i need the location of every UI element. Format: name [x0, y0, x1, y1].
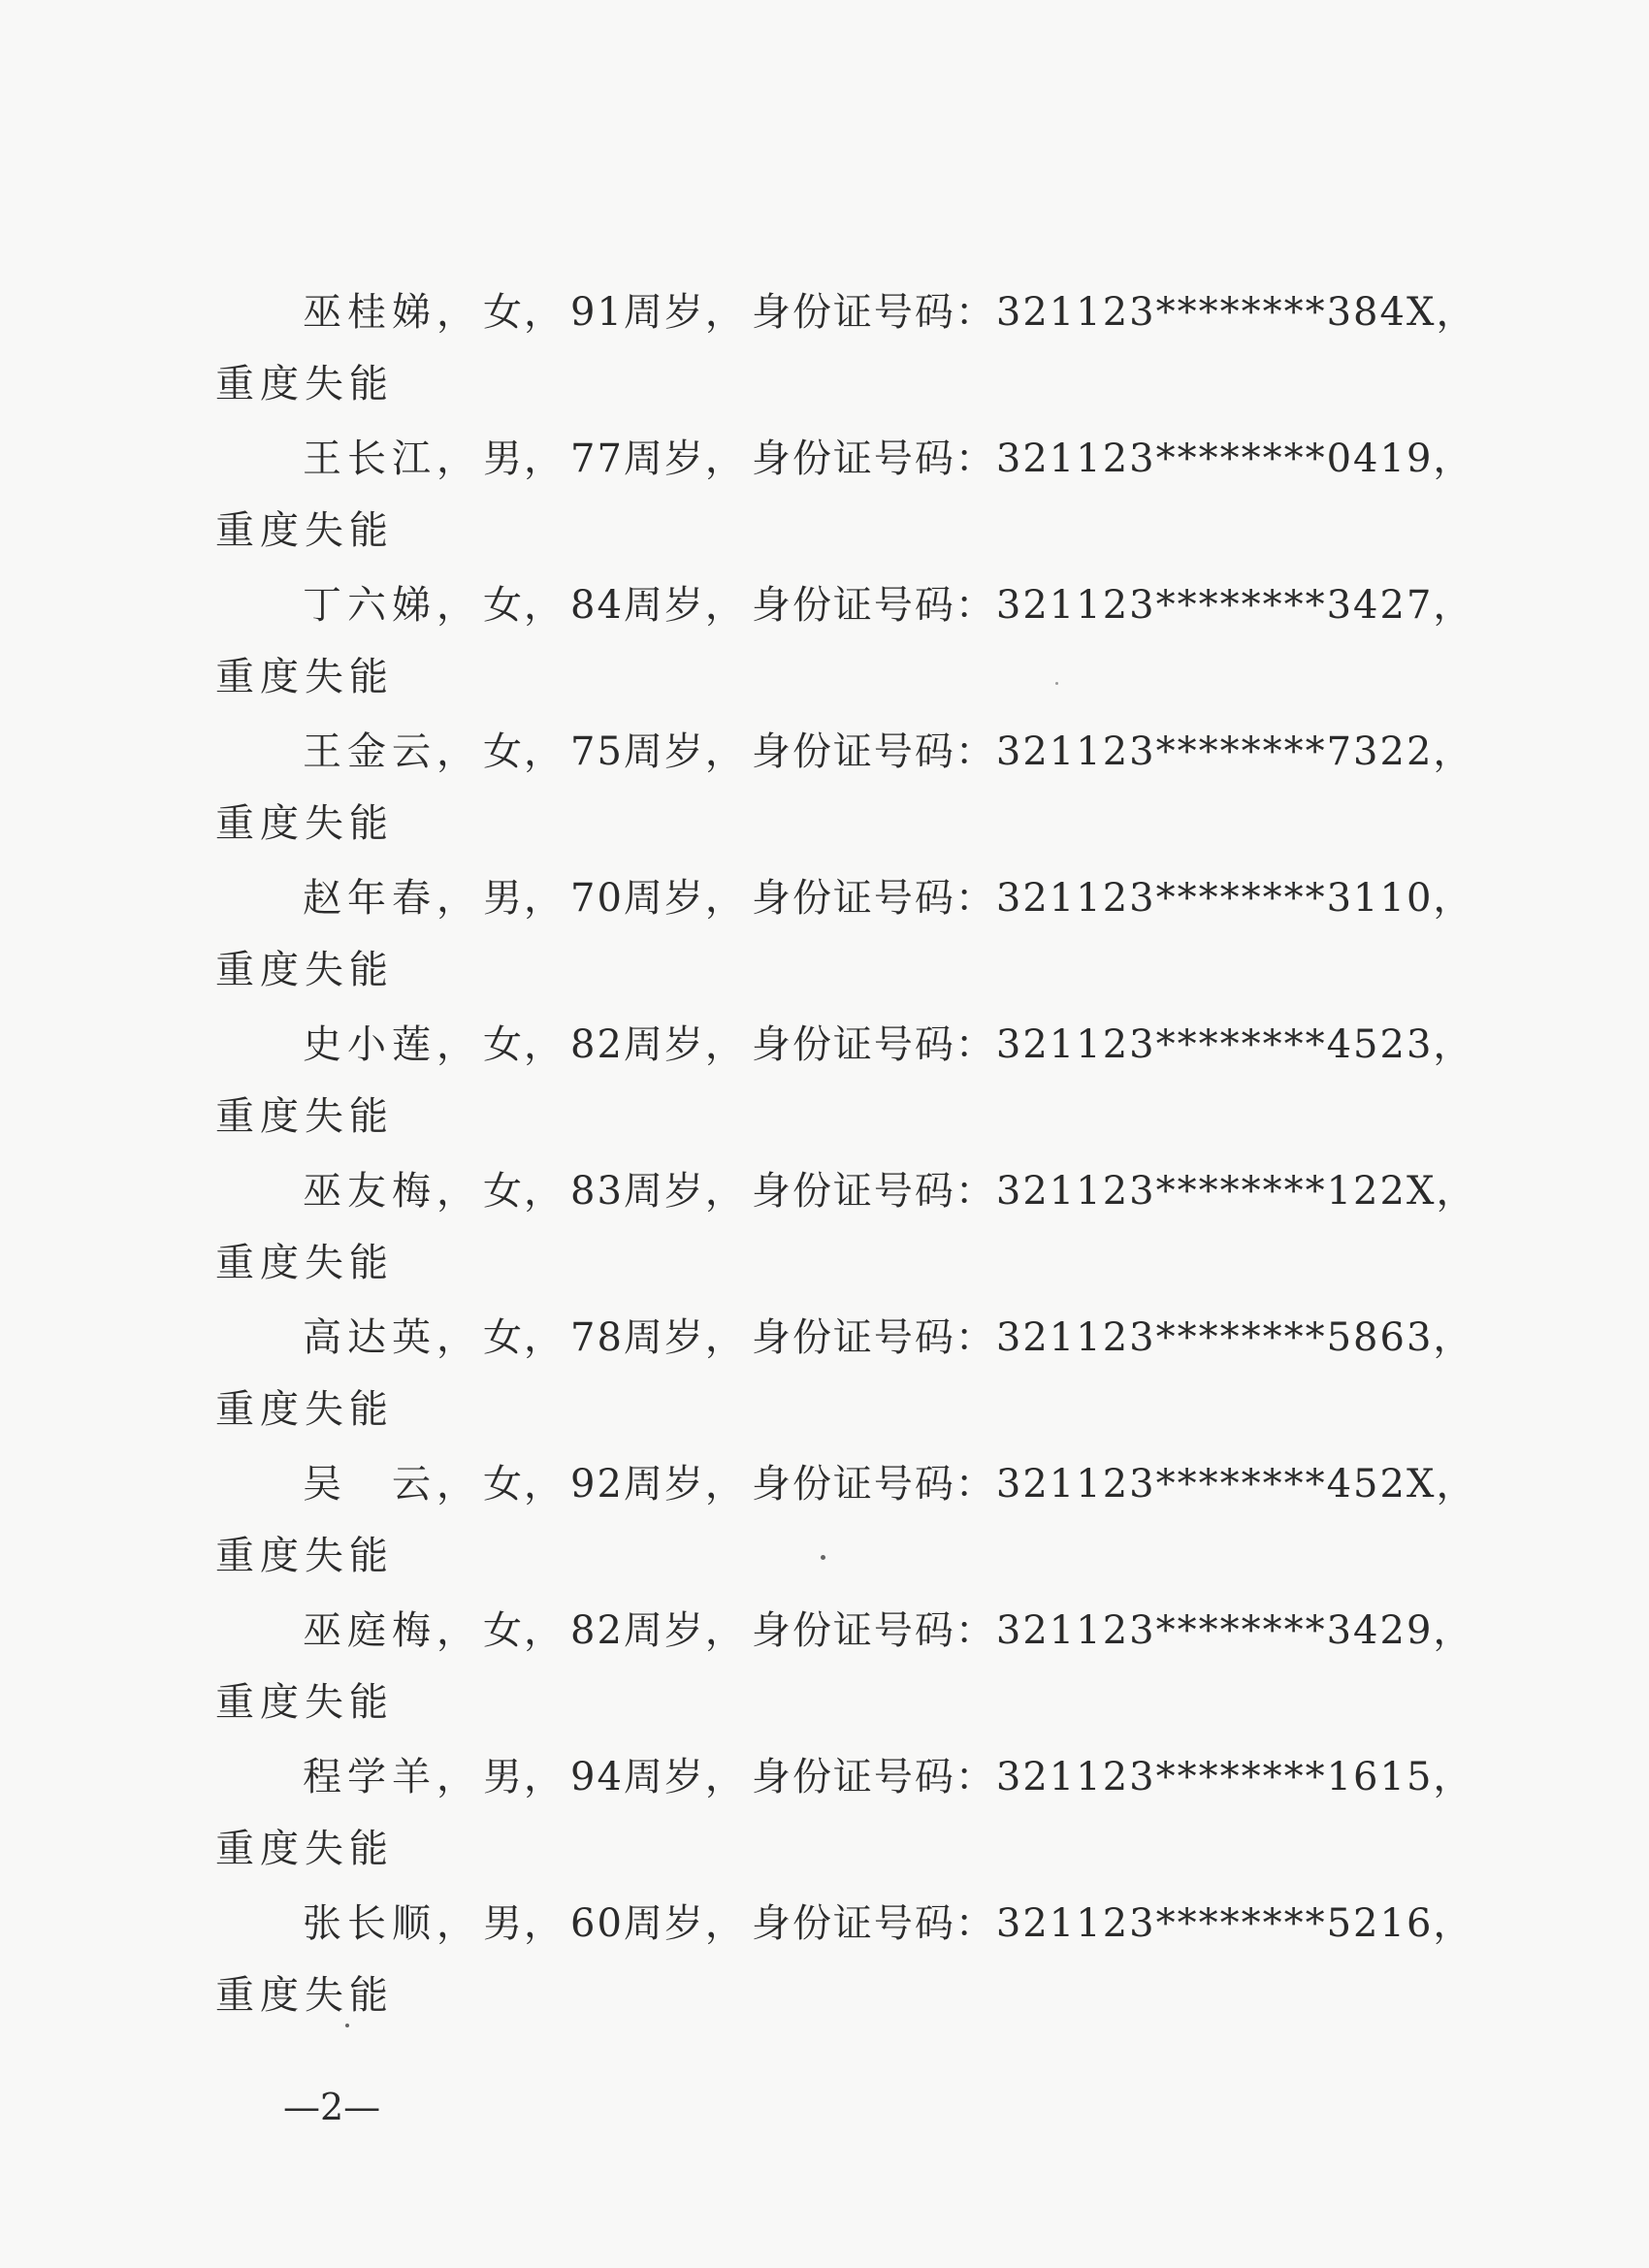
separator: ， [1433, 437, 1474, 481]
id-label: 身份证号码： [751, 1755, 996, 1799]
list-item [215, 1748, 1474, 1895]
entry-line [303, 1309, 1473, 1367]
separator: ， [704, 1169, 746, 1214]
separator: ， [436, 876, 477, 921]
person-name: 巫庭梅 [303, 1608, 436, 1653]
person-name: 巫桂娣 [303, 290, 436, 335]
id-label: 身份证号码： [751, 1462, 996, 1507]
person-name: 丁六娣 [303, 583, 436, 628]
id-number: 321123********122X [995, 1169, 1437, 1214]
list-item [215, 1309, 1474, 1455]
separator: ， [1433, 1755, 1474, 1799]
person-name: 张长顺 [303, 1901, 436, 1946]
separator: ， [704, 1022, 746, 1067]
disability-status: 重度失能 [215, 1387, 394, 1432]
entry-line [303, 1895, 1473, 1953]
separator: ， [524, 290, 565, 335]
separator: ， [436, 437, 477, 481]
separator: ， [1433, 1022, 1474, 1067]
separator: ， [704, 1901, 746, 1946]
separator: ， [524, 1022, 565, 1067]
separator: ， [704, 1608, 746, 1653]
disability-status: 重度失能 [215, 801, 394, 846]
separator: ， [704, 876, 746, 921]
id-number: 321123********0419 [995, 437, 1434, 481]
separator: ， [436, 1608, 477, 1653]
person-age: 77周岁 [570, 437, 705, 481]
separator: ， [524, 1169, 565, 1214]
disability-status: 重度失能 [215, 1827, 394, 1871]
separator: ， [1433, 1315, 1474, 1360]
separator: ， [436, 1022, 477, 1067]
separator: ， [524, 1901, 565, 1946]
id-number: 321123********452X [995, 1462, 1437, 1507]
disability-status: 重度失能 [215, 508, 394, 553]
person-age: 82周岁 [570, 1022, 705, 1067]
separator: ， [524, 1608, 565, 1653]
separator: ， [436, 1901, 477, 1946]
entry-line [303, 430, 1473, 488]
person-name: 高达英 [303, 1315, 436, 1360]
separator: ， [704, 1462, 746, 1507]
disability-status: 重度失能 [215, 1534, 394, 1578]
person-gender: 男 [483, 1901, 524, 1946]
separator: ， [436, 290, 477, 335]
person-age: 60周岁 [570, 1901, 705, 1946]
person-name: 王长江 [303, 437, 436, 481]
separator: ， [524, 876, 565, 921]
separator: ， [704, 1315, 746, 1360]
person-name: 王金云 [303, 729, 436, 774]
separator: ， [1436, 290, 1477, 335]
list-item [215, 1016, 1474, 1162]
scan-speck [345, 2024, 349, 2027]
disability-status: 重度失能 [215, 1973, 394, 2018]
separator: ， [1433, 876, 1474, 921]
person-gender: 女 [483, 583, 524, 628]
id-number: 321123********3427 [995, 583, 1434, 628]
id-number: 321123********3429 [995, 1608, 1434, 1653]
disability-status: 重度失能 [215, 1094, 394, 1139]
entry-line [303, 1748, 1473, 1806]
person-name: 史小莲 [303, 1022, 436, 1067]
list-item [215, 1895, 1474, 2041]
person-gender: 女 [483, 1315, 524, 1360]
separator: ， [524, 729, 565, 774]
id-label: 身份证号码： [751, 1169, 996, 1214]
disability-status: 重度失能 [215, 948, 394, 992]
separator: ， [436, 729, 477, 774]
entry-line [303, 1016, 1473, 1074]
scan-speck [821, 1555, 825, 1560]
separator: ， [1433, 583, 1474, 628]
disability-status: 重度失能 [215, 1241, 394, 1285]
id-number: 321123********5863 [995, 1315, 1434, 1360]
person-age: 82周岁 [570, 1608, 705, 1653]
separator: ， [436, 1462, 477, 1507]
entry-line [303, 1602, 1473, 1660]
entry-line [303, 1455, 1476, 1513]
person-age: 83周岁 [570, 1169, 705, 1214]
person-age: 92周岁 [570, 1462, 705, 1507]
person-gender: 女 [483, 290, 524, 335]
separator: ， [524, 1755, 565, 1799]
person-name: 程学羊 [303, 1755, 436, 1799]
person-age: 94周岁 [570, 1755, 705, 1799]
person-name: 吴 云 [303, 1462, 436, 1507]
separator: ， [436, 1755, 477, 1799]
person-name: 赵年春 [303, 876, 436, 921]
id-label: 身份证号码： [751, 583, 996, 628]
separator: ， [704, 437, 746, 481]
list-item [215, 1162, 1477, 1309]
separator: ， [436, 1169, 477, 1214]
id-label: 身份证号码： [751, 437, 996, 481]
id-label: 身份证号码： [751, 1608, 996, 1653]
id-number: 321123********5216 [995, 1901, 1434, 1946]
disability-status: 重度失能 [215, 362, 394, 406]
separator: ， [524, 583, 565, 628]
id-label: 身份证号码： [751, 290, 996, 335]
separator: ， [524, 437, 565, 481]
separator: ， [436, 583, 477, 628]
list-item [215, 1455, 1477, 1602]
person-age: 78周岁 [570, 1315, 705, 1360]
id-number: 321123********7322 [995, 729, 1434, 774]
entry-line [303, 576, 1473, 634]
separator: ， [524, 1462, 565, 1507]
id-label: 身份证号码： [751, 1901, 996, 1946]
person-age: 75周岁 [570, 729, 705, 774]
separator: ， [1436, 1462, 1477, 1507]
separator: ， [1436, 1169, 1477, 1214]
id-number: 321123********3110 [995, 876, 1434, 921]
id-number: 321123********1615 [995, 1755, 1434, 1799]
person-age: 70周岁 [570, 876, 705, 921]
person-gender: 女 [483, 1022, 524, 1067]
list-item [215, 283, 1477, 430]
list-item [215, 576, 1474, 723]
id-label: 身份证号码： [751, 1022, 996, 1067]
person-gender: 男 [483, 1755, 524, 1799]
person-gender: 男 [483, 437, 524, 481]
list-item [215, 430, 1474, 576]
person-gender: 女 [483, 729, 524, 774]
person-age: 91周岁 [570, 290, 705, 335]
scan-speck [1055, 682, 1058, 685]
id-number: 321123********384X [995, 290, 1437, 335]
entry-line [303, 723, 1473, 781]
entry-list [215, 283, 1477, 2041]
separator: ， [1433, 729, 1474, 774]
id-label: 身份证号码： [751, 876, 996, 921]
person-gender: 女 [483, 1462, 524, 1507]
entry-line [303, 869, 1473, 927]
id-number: 321123********4523 [995, 1022, 1434, 1067]
separator: ， [436, 1315, 477, 1360]
list-item [215, 1602, 1474, 1748]
separator: ， [524, 1315, 565, 1360]
separator: ， [704, 729, 746, 774]
entry-line [303, 1162, 1476, 1220]
person-gender: 女 [483, 1169, 524, 1214]
page-number: —2— [283, 2086, 381, 2128]
separator: ， [704, 290, 746, 335]
disability-status: 重度失能 [215, 1680, 394, 1725]
separator: ， [1433, 1901, 1474, 1946]
disability-status: 重度失能 [215, 655, 394, 699]
separator: ， [704, 583, 746, 628]
person-gender: 女 [483, 1608, 524, 1653]
person-name: 巫友梅 [303, 1169, 436, 1214]
separator: ， [1433, 1608, 1474, 1653]
list-item [215, 869, 1474, 1016]
person-age: 84周岁 [570, 583, 705, 628]
separator: ， [704, 1755, 746, 1799]
list-item [215, 723, 1474, 869]
id-label: 身份证号码： [751, 1315, 996, 1360]
entry-line [303, 283, 1476, 341]
id-label: 身份证号码： [751, 729, 996, 774]
person-gender: 男 [483, 876, 524, 921]
